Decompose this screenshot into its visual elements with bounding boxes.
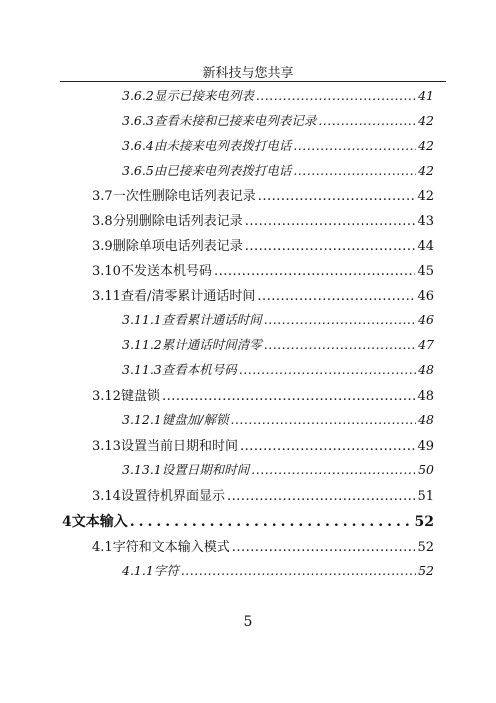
toc-entry-page: 52 [414, 514, 434, 530]
toc-entry[interactable] [122, 410, 434, 428]
toc-leader-dots [162, 389, 415, 404]
toc-entry-title: 文本输入 [71, 514, 128, 530]
toc-entry-number: 3.6.5 [122, 163, 154, 178]
toc-entry-page: 52 [418, 563, 434, 578]
toc-entry[interactable] [92, 235, 434, 254]
toc-entry-page: 42 [418, 113, 434, 128]
toc-entry[interactable] [92, 435, 434, 454]
toc-entry[interactable] [92, 210, 434, 229]
toc-entry-page: 46 [418, 312, 434, 327]
toc-entry[interactable] [122, 136, 434, 154]
toc-entry[interactable] [122, 310, 434, 328]
toc-leader-dots [181, 563, 416, 578]
toc-entry-page: 44 [417, 239, 434, 254]
toc-entry-page: 47 [418, 337, 434, 352]
toc-entry[interactable] [92, 536, 434, 555]
header-rule [60, 81, 446, 82]
toc-leader-dots [245, 239, 416, 254]
toc-entry-number: 3.11.1 [122, 312, 162, 327]
running-header: 新科技与您共享 [202, 66, 294, 81]
toc-entry[interactable] [92, 285, 434, 304]
toc-entry-title: 键盘锁 [120, 389, 160, 404]
toc-leader-dots [256, 88, 416, 103]
toc-leader-dots [239, 362, 416, 377]
toc-entry[interactable] [122, 111, 434, 129]
toc-entry[interactable] [122, 561, 434, 579]
toc-leader-dots [232, 540, 416, 555]
toc-leader-dots [258, 189, 416, 204]
toc-leader-dots [293, 138, 416, 153]
toc-entry-number: 3.11.3 [122, 362, 162, 377]
toc-leader-dots [230, 412, 416, 427]
toc-entry[interactable] [92, 185, 434, 204]
toc-entry-number: 4.1.1 [122, 563, 154, 578]
toc-entry-number: 4.1 [92, 540, 113, 555]
toc-entry-title: 查看本机号码 [161, 362, 237, 377]
toc-leader-dots [257, 289, 415, 304]
toc-entry[interactable] [122, 86, 434, 104]
toc-entry-number: 3.12 [92, 389, 121, 404]
toc-leader-dots [227, 489, 415, 504]
toc-entry-title: 字符和文本输入模式 [112, 540, 230, 555]
toc-entry-number: 3.9 [92, 239, 113, 254]
toc-entry-page: 43 [417, 214, 434, 229]
toc-leader-dots [264, 337, 416, 352]
toc-entry[interactable] [122, 460, 434, 478]
toc-entry[interactable] [62, 511, 434, 531]
toc-entry-title: 一次性删除电话列表记录 [112, 189, 256, 204]
toc-entry-page: 51 [417, 489, 434, 504]
toc-leader-dots [214, 264, 415, 279]
toc-entry-title: 查看累计通话时间 [161, 312, 262, 327]
toc-entry-title: 累计通话时间清零 [161, 337, 262, 352]
toc-entry-page: 42 [418, 138, 434, 153]
toc-entry[interactable] [122, 360, 434, 378]
toc-leader-dots [240, 439, 415, 454]
toc-entry-title: 设置当前日期和时间 [120, 439, 238, 454]
toc-entry[interactable] [122, 161, 434, 179]
toc-entry-number: 3.13 [92, 439, 121, 454]
toc-entry-title: 设置待机界面显示 [120, 489, 225, 504]
toc-entry-number: 3.6.2 [122, 88, 154, 103]
toc-entry-title: 删除单项电话列表记录 [112, 239, 243, 254]
toc-entry-page: 48 [418, 412, 434, 427]
toc-entry-number: 3.11.2 [122, 337, 162, 352]
toc-entry-page: 45 [417, 264, 434, 279]
toc-entry[interactable] [92, 485, 434, 504]
toc-entry-title: 查看/清零累计通话时间 [120, 289, 256, 304]
toc-entry-page: 49 [417, 439, 434, 454]
toc-entry-title: 字符 [153, 563, 179, 578]
toc-entry-page: 42 [417, 189, 434, 204]
toc-entry[interactable] [122, 335, 434, 353]
toc-entry-title: 由未接来电列表拨打电话 [153, 138, 292, 153]
toc-leader-dots [245, 214, 416, 229]
toc-entry[interactable] [92, 260, 434, 279]
toc-leader-dots [251, 462, 416, 477]
toc-entry-title: 键盘加/解锁 [161, 412, 229, 427]
toc-entry-number: 4 [62, 514, 72, 530]
toc-entry-title: 显示已接来电列表 [153, 88, 254, 103]
toc-entry-number: 3.13.1 [122, 462, 162, 477]
toc-entry-title: 设置日期和时间 [161, 462, 250, 477]
toc-entry-number: 3.14 [92, 489, 121, 504]
toc-entry-page: 48 [417, 389, 434, 404]
toc-entry-page: 42 [418, 163, 434, 178]
toc-entry-title: 不发送本机号码 [120, 264, 212, 279]
toc-entry-page: 48 [418, 362, 434, 377]
toc-entry-page: 52 [417, 540, 434, 555]
toc-entry-title: 查看未接和已接来电列表记录 [153, 113, 317, 128]
toc-entry-page: 41 [418, 88, 434, 103]
toc-entry[interactable] [92, 385, 434, 404]
toc-entry-number: 3.11 [92, 289, 121, 304]
toc-leader-dots [264, 312, 416, 327]
toc-entry-number: 3.6.3 [122, 113, 154, 128]
toc-leader-dots [293, 163, 416, 178]
page-number: 5 [243, 614, 253, 630]
toc-entry-number: 3.12.1 [122, 412, 162, 427]
toc-entry-number: 3.6.4 [122, 138, 154, 153]
toc-leader-dots [130, 514, 413, 530]
toc-entry-number: 3.8 [92, 214, 113, 229]
toc-entry-page: 46 [417, 289, 434, 304]
toc-entry-number: 3.10 [92, 264, 121, 279]
toc-entry-title: 由已接来电列表拨打电话 [153, 163, 292, 178]
toc-entry-page: 50 [418, 462, 434, 477]
toc-entry-title: 分别删除电话列表记录 [112, 214, 243, 229]
toc-leader-dots [318, 113, 416, 128]
toc-entry-number: 3.7 [92, 189, 113, 204]
